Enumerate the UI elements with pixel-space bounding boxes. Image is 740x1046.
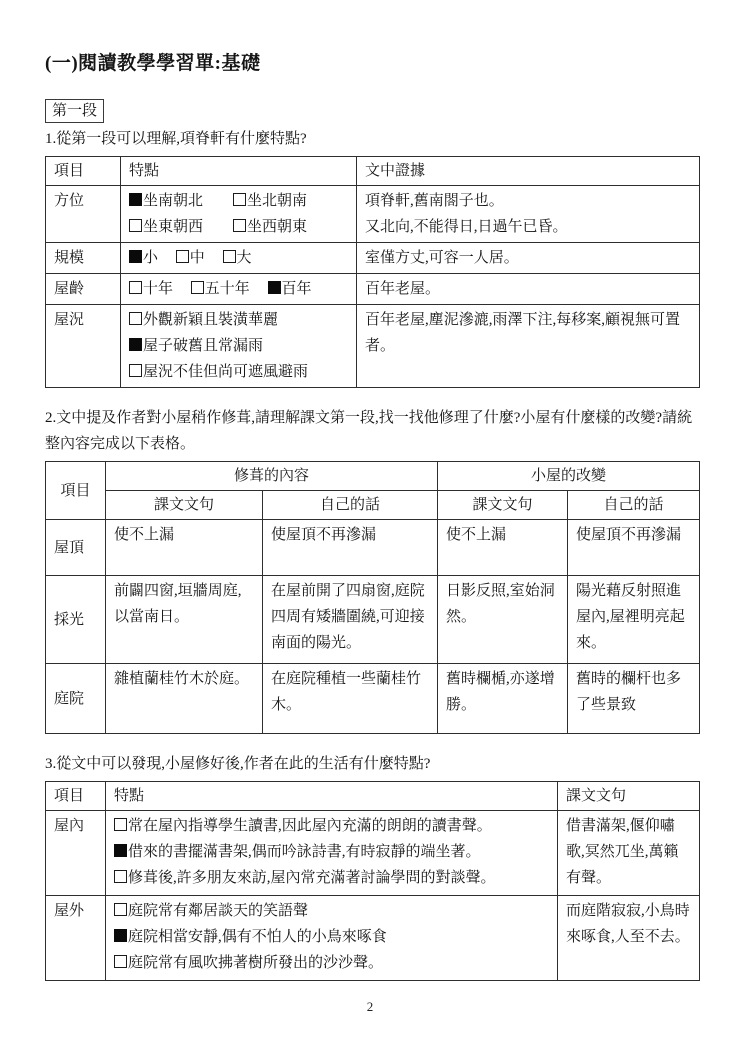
evidence-cell xyxy=(357,305,700,388)
checkbox-option[interactable] xyxy=(129,281,173,297)
own-words-cell: 陽光藉反射照進屋內,屋裡明亮起來。 xyxy=(568,576,700,664)
checkbox-icon[interactable] xyxy=(129,281,142,294)
checkbox-icon[interactable] xyxy=(129,193,142,206)
q2-subheader-own2: 自己的話 xyxy=(568,491,700,520)
checkbox-icon[interactable] xyxy=(114,870,127,883)
option-label: 坐南朝北 xyxy=(143,193,204,209)
checkbox-option[interactable] xyxy=(233,214,348,240)
option-label: 坐北朝南 xyxy=(247,193,308,209)
option-label: 借來的書擺滿書架,偶而吟詠詩書,有時寂靜的端坐著。 xyxy=(128,844,481,860)
section-label: 第一段 xyxy=(45,99,104,123)
option-label: 屋子破舊且常漏雨 xyxy=(143,338,264,354)
question-3: 3.從文中可以發現,小屋修好後,作者在此的生活有什麼特點? xyxy=(45,756,431,772)
checkbox-option[interactable] xyxy=(114,898,549,924)
option-label: 庭院相當安靜,偶有不怕人的小鳥來啄食 xyxy=(128,929,387,945)
q1-header-row xyxy=(46,157,700,186)
option-label: 外觀新穎且裝潢華麗 xyxy=(143,312,279,328)
page-title: (一)閱讀教學學習單:基礎 xyxy=(45,53,261,74)
checkbox-icon[interactable] xyxy=(114,955,127,968)
option-label: 庭院常有風吹拂著樹所發出的沙沙聲。 xyxy=(128,955,384,971)
checkbox-icon[interactable] xyxy=(233,219,246,232)
option-label: 中 xyxy=(189,250,205,266)
q2-subheader-text2: 課文文句 xyxy=(438,491,568,520)
checkbox-icon[interactable] xyxy=(129,364,142,377)
checkbox-icon[interactable] xyxy=(129,312,142,325)
item-cell: 採光 xyxy=(46,576,106,664)
evidence-cell xyxy=(357,243,700,274)
text-quote-cell: 使不上漏 xyxy=(106,520,263,576)
page-number: 2 xyxy=(366,999,374,1014)
option-label: 大 xyxy=(236,250,252,266)
quote-cell: 借書滿架,偃仰嘯歌,冥然兀坐,萬籟有聲。 xyxy=(558,811,700,896)
checkbox-icon[interactable] xyxy=(191,281,204,294)
q3-header-item: 項目 xyxy=(46,782,106,811)
checkbox-option[interactable] xyxy=(114,950,549,976)
table-row-indoors xyxy=(46,811,700,896)
text-quote-cell: 前闢四窗,垣牆周庭,以當南日。 xyxy=(106,576,263,664)
item-cell: 規模 xyxy=(46,243,121,274)
checkbox-icon[interactable] xyxy=(233,193,246,206)
option-label: 修葺後,許多朋友來訪,屋內常充滿著討論學問的對談聲。 xyxy=(128,870,496,886)
checkbox-option[interactable] xyxy=(129,307,348,333)
option-label: 常在屋內指導學生讀書,因此屋內充滿的朗朗的讀書聲。 xyxy=(128,818,492,834)
checkbox-option[interactable] xyxy=(114,839,549,865)
evidence-line: 室僅方丈,可容一人居。 xyxy=(365,250,519,266)
q1-header-feature: 特點 xyxy=(121,157,357,186)
own-words-cell: 使屋頂不再滲漏 xyxy=(568,520,700,576)
checkbox-option[interactable] xyxy=(129,333,348,359)
evidence-cell xyxy=(357,274,700,305)
own-words-cell: 在庭院種植一些蘭桂竹木。 xyxy=(263,664,438,734)
option-label: 屋況不佳但尚可遮風避雨 xyxy=(143,364,309,380)
own-words-cell: 在屋前開了四扇窗,庭院四周有矮牆圍繞,可迎接南面的陽光。 xyxy=(263,576,438,664)
options-cell xyxy=(121,186,357,243)
checkbox-option[interactable] xyxy=(191,281,250,297)
q3-header-feature: 特點 xyxy=(106,782,558,811)
table-row-guimo xyxy=(46,243,700,274)
q1-table xyxy=(45,156,700,388)
checkbox-option[interactable] xyxy=(233,188,348,214)
evidence-cell xyxy=(357,186,700,243)
q3-header-row xyxy=(46,782,700,811)
item-cell: 屋內 xyxy=(46,811,106,896)
quote-cell: 而庭階寂寂,小鳥時來啄食,人至不去。 xyxy=(558,896,700,981)
option-label: 庭院常有鄰居談天的笑語聲 xyxy=(128,903,309,919)
table-row-wukuang xyxy=(46,305,700,388)
options-cell xyxy=(106,811,558,896)
checkbox-option[interactable] xyxy=(129,214,233,240)
table-row-wuling xyxy=(46,274,700,305)
q2-group-header-row xyxy=(46,462,700,491)
table-row-fangwei xyxy=(46,186,700,243)
checkbox-option[interactable] xyxy=(223,250,252,266)
checkbox-icon[interactable] xyxy=(129,219,142,232)
text-quote-cell: 雜植蘭桂竹木於庭。 xyxy=(106,664,263,734)
option-label: 百年 xyxy=(281,281,312,297)
checkbox-option[interactable] xyxy=(129,359,348,385)
q1-header-evidence: 文中證據 xyxy=(357,157,700,186)
option-label: 坐東朝西 xyxy=(143,219,204,235)
q3-header-quote: 課文文句 xyxy=(558,782,700,811)
options-cell xyxy=(121,305,357,388)
question-2: 2.文中提及作者對小屋稍作修葺,請理解課文第一段,找一找他修理了什麼?小屋有什麼樣的改變?請統整內容完成以下表格。 xyxy=(45,410,693,452)
checkbox-icon[interactable] xyxy=(176,250,189,263)
checkbox-option[interactable] xyxy=(176,250,205,266)
evidence-line: 項脊軒,舊南閤子也。 xyxy=(365,193,504,209)
checkbox-icon[interactable] xyxy=(114,903,127,916)
checkbox-option[interactable] xyxy=(114,865,549,891)
q1-header-item: 項目 xyxy=(46,157,121,186)
table-row-courtyard xyxy=(46,664,700,734)
checkbox-icon[interactable] xyxy=(114,929,127,942)
item-cell: 屋頂 xyxy=(46,520,106,576)
item-cell: 庭院 xyxy=(46,664,106,734)
checkbox-option[interactable] xyxy=(114,813,549,839)
checkbox-icon[interactable] xyxy=(223,250,236,263)
evidence-line: 又北向,不能得日,日過午已昏。 xyxy=(365,219,568,235)
table-row-light xyxy=(46,576,700,664)
evidence-line: 百年老屋。 xyxy=(365,281,441,297)
q2-header-item: 項目 xyxy=(46,462,106,520)
table-row-outdoors xyxy=(46,896,700,981)
option-label: 小 xyxy=(143,250,159,266)
table-row-roof xyxy=(46,520,700,576)
checkbox-option[interactable] xyxy=(129,188,233,214)
item-cell: 屋況 xyxy=(46,305,121,388)
checkbox-option[interactable] xyxy=(129,250,158,266)
text-quote-cell: 使不上漏 xyxy=(438,520,568,576)
checkbox-icon[interactable] xyxy=(114,818,127,831)
option-label: 十年 xyxy=(143,281,174,297)
own-words-cell: 使屋頂不再滲漏 xyxy=(263,520,438,576)
item-cell: 方位 xyxy=(46,186,121,243)
checkbox-option[interactable] xyxy=(268,281,312,297)
options-cell xyxy=(121,274,357,305)
checkbox-icon[interactable] xyxy=(129,250,142,263)
options-cell xyxy=(121,243,357,274)
q2-subheader-own1: 自己的話 xyxy=(263,491,438,520)
checkbox-option[interactable] xyxy=(114,924,549,950)
q2-sub-header-row xyxy=(46,491,700,520)
q2-header-repairs: 修葺的內容 xyxy=(106,462,438,491)
option-label: 坐西朝東 xyxy=(247,219,308,235)
item-cell: 屋外 xyxy=(46,896,106,981)
checkbox-icon[interactable] xyxy=(114,844,127,857)
q3-table xyxy=(45,781,700,981)
checkbox-icon[interactable] xyxy=(129,338,142,351)
own-words-cell: 舊時的欄杆也多了些景致 xyxy=(568,664,700,734)
q2-header-changes: 小屋的改變 xyxy=(438,462,700,491)
evidence-line: 百年老屋,塵泥滲漉,雨澤下注,每移案,顧視無可置者。 xyxy=(365,312,681,354)
text-quote-cell: 舊時欄楯,亦遂增勝。 xyxy=(438,664,568,734)
checkbox-icon[interactable] xyxy=(268,281,281,294)
item-cell: 屋齡 xyxy=(46,274,121,305)
q2-table xyxy=(45,461,700,734)
option-label: 五十年 xyxy=(204,281,250,297)
question-1: 1.從第一段可以理解,項脊軒有什麼特點? xyxy=(45,131,307,147)
text-quote-cell: 日影反照,室始洞然。 xyxy=(438,576,568,664)
q2-subheader-text1: 課文文句 xyxy=(106,491,263,520)
options-cell xyxy=(106,896,558,981)
